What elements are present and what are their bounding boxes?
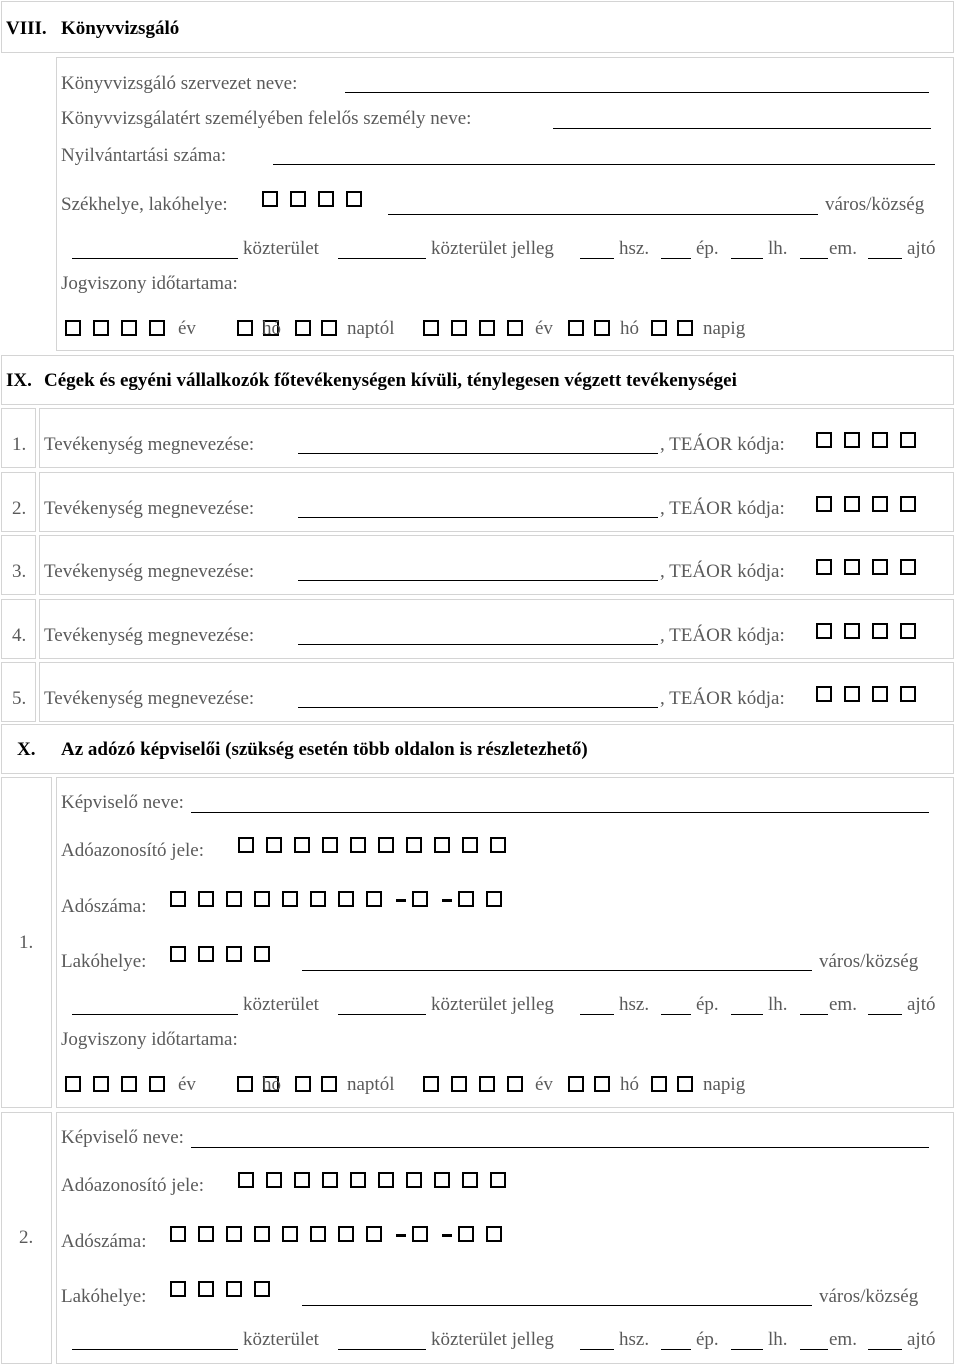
zip-digit-box[interactable] xyxy=(262,191,278,207)
rep-name-label: Képviselő neve: xyxy=(61,1127,184,1148)
teaor-label: , TEÁOR kódja: xyxy=(660,624,785,646)
floor-field[interactable] xyxy=(800,1349,828,1350)
tax-id-digit-box[interactable] xyxy=(322,1172,338,1188)
month-label: hó xyxy=(620,1074,639,1095)
tax-number-digit-box[interactable] xyxy=(226,1226,242,1242)
activity-name-field[interactable] xyxy=(298,707,658,708)
teaor-label: , TEÁOR kódja: xyxy=(660,561,785,582)
home-zip-digit-box[interactable] xyxy=(198,1281,214,1297)
teaor-digit-box[interactable] xyxy=(816,496,832,512)
activity-number: 3. xyxy=(12,561,27,582)
street-type-label: közterület jelleg xyxy=(431,238,554,259)
duration-label: Jogviszony időtartama: xyxy=(61,273,238,294)
tax-number-dash xyxy=(442,1234,452,1237)
tax-number-digit-box[interactable] xyxy=(170,891,186,907)
activity-name-label: Tevékenység megnevezése: xyxy=(44,624,255,646)
year-digit-box[interactable] xyxy=(451,320,467,336)
house-number-label: hsz. xyxy=(619,238,650,259)
responsible-person-field[interactable] xyxy=(553,128,931,129)
tax-id-digit-box[interactable] xyxy=(490,837,506,853)
home-city-label: város/község xyxy=(819,951,919,972)
building-field[interactable] xyxy=(661,1014,691,1015)
tax-id-digit-box[interactable] xyxy=(406,837,422,853)
home-city-field[interactable] xyxy=(302,970,812,971)
tax-number-digit-box[interactable] xyxy=(226,891,242,907)
tax-number-dash xyxy=(396,1234,406,1237)
floor-label: em. xyxy=(829,994,857,1015)
day-digit-box[interactable] xyxy=(677,320,693,336)
tax-number-digit-box[interactable] xyxy=(170,1226,186,1242)
tax-number-dash xyxy=(442,899,452,902)
floor-label: em. xyxy=(829,238,857,259)
month-digit-box[interactable] xyxy=(594,1076,610,1092)
day-digit-box[interactable] xyxy=(321,320,337,336)
tax-number-digit-box[interactable] xyxy=(310,1226,326,1242)
teaor-digit-box[interactable] xyxy=(844,623,860,639)
teaor-digit-box[interactable] xyxy=(872,496,888,512)
teaor-digit-box[interactable] xyxy=(900,559,916,575)
door-label: ajtó xyxy=(907,1329,936,1350)
building-field[interactable] xyxy=(661,1349,691,1350)
tax-id-digit-box[interactable] xyxy=(350,837,366,853)
tax-number-label: Adószáma: xyxy=(61,896,147,917)
year-digit-box[interactable] xyxy=(479,320,495,336)
zip-digit-box[interactable] xyxy=(290,191,306,207)
teaor-digit-box[interactable] xyxy=(816,686,832,702)
street-field[interactable] xyxy=(72,1349,238,1350)
house-number-label: hsz. xyxy=(619,994,650,1015)
tax-number-digit-box[interactable] xyxy=(254,891,270,907)
teaor-digit-box[interactable] xyxy=(872,559,888,575)
teaor-digit-box[interactable] xyxy=(816,559,832,575)
stair-label: lh. xyxy=(768,238,788,259)
seat-city-label: város/község xyxy=(825,194,925,215)
month-label: hó xyxy=(262,1074,281,1095)
year-label: év xyxy=(535,318,553,339)
from-day-label: naptól xyxy=(347,1074,395,1095)
teaor-digit-box[interactable] xyxy=(900,496,916,512)
day-digit-box[interactable] xyxy=(295,1076,311,1092)
tax-id-digit-box[interactable] xyxy=(294,837,310,853)
building-field[interactable] xyxy=(661,258,691,259)
teaor-digit-box[interactable] xyxy=(844,686,860,702)
registration-number-field[interactable] xyxy=(273,164,935,165)
teaor-digit-box[interactable] xyxy=(844,432,860,448)
street-label: közterület xyxy=(243,238,319,259)
tax-number-digit-box[interactable] xyxy=(198,1226,214,1242)
home-zip-digit-box[interactable] xyxy=(254,1281,270,1297)
tax-id-digit-box[interactable] xyxy=(294,1172,310,1188)
activity-name-field[interactable] xyxy=(298,453,658,454)
floor-label: em. xyxy=(829,1329,857,1350)
month-digit-box[interactable] xyxy=(568,320,584,336)
stair-label: lh. xyxy=(768,1329,788,1350)
rep-name-label: Képviselő neve: xyxy=(61,792,184,813)
tax-number-digit-box[interactable] xyxy=(338,891,354,907)
from-day-label: naptól xyxy=(347,318,395,339)
teaor-digit-box[interactable] xyxy=(900,623,916,639)
zip-digit-box[interactable] xyxy=(318,191,334,207)
rep-details-cell xyxy=(56,777,954,1108)
activity-name-field[interactable] xyxy=(298,644,658,645)
house-number-field[interactable] xyxy=(580,1014,614,1015)
section-x-number: X. xyxy=(17,739,36,760)
day-digit-box[interactable] xyxy=(651,320,667,336)
rep-number: 2. xyxy=(19,1227,34,1248)
home-zip-digit-box[interactable] xyxy=(226,1281,242,1297)
teaor-label: , TEÁOR kódja: xyxy=(660,688,785,709)
day-digit-box[interactable] xyxy=(295,320,311,336)
home-zip-digit-box[interactable] xyxy=(170,1281,186,1297)
year-digit-box[interactable] xyxy=(65,1076,81,1092)
house-number-field[interactable] xyxy=(580,1349,614,1350)
registration-number-label: Nyilvántartási száma: xyxy=(61,145,227,166)
year-digit-box[interactable] xyxy=(423,1076,439,1092)
street-type-label: közterület jelleg xyxy=(431,994,554,1015)
tax-number-digit-box[interactable] xyxy=(282,891,298,907)
street-field[interactable] xyxy=(72,258,238,259)
tax-id-digit-box[interactable] xyxy=(238,1172,254,1188)
auditor-org-label: Könyvvizsgáló szervezet neve: xyxy=(61,73,298,94)
year-label: év xyxy=(178,318,196,339)
activity-name-label: Tevékenység megnevezése: xyxy=(44,434,255,455)
tax-id-digit-box[interactable] xyxy=(462,837,478,853)
teaor-label: , TEÁOR kódja: xyxy=(660,434,785,455)
floor-field[interactable] xyxy=(800,258,828,259)
house-number-field[interactable] xyxy=(580,258,614,259)
street-type-field[interactable] xyxy=(338,258,426,259)
tax-number-digit-box[interactable] xyxy=(486,1226,502,1242)
activity-number: 1. xyxy=(12,434,27,455)
month-label: hó xyxy=(262,318,281,339)
street-type-label: közterület jelleg xyxy=(431,1329,554,1350)
teaor-digit-box[interactable] xyxy=(872,623,888,639)
tax-id-digit-box[interactable] xyxy=(266,837,282,853)
tax-id-digit-box[interactable] xyxy=(434,1172,450,1188)
tax-number-digit-box[interactable] xyxy=(366,891,382,907)
tax-number-digit-box[interactable] xyxy=(412,891,428,907)
home-zip-digit-box[interactable] xyxy=(254,946,270,962)
year-digit-box[interactable] xyxy=(93,1076,109,1092)
stair-field[interactable] xyxy=(731,1349,763,1350)
tax-number-dash xyxy=(396,899,406,902)
year-digit-box[interactable] xyxy=(451,1076,467,1092)
tax-number-digit-box[interactable] xyxy=(458,891,474,907)
home-city-field[interactable] xyxy=(302,1305,812,1306)
section-viii-title: Könyvvizsgáló xyxy=(61,18,180,39)
year-digit-box[interactable] xyxy=(93,320,109,336)
teaor-digit-box[interactable] xyxy=(872,686,888,702)
building-label: ép. xyxy=(696,994,719,1015)
door-label: ajtó xyxy=(907,238,936,259)
tax-id-label: Adóazonosító jele: xyxy=(61,840,204,861)
activity-name-label: Tevékenység megnevezése: xyxy=(44,688,255,709)
tax-id-digit-box[interactable] xyxy=(462,1172,478,1188)
year-digit-box[interactable] xyxy=(479,1076,495,1092)
activity-number: 5. xyxy=(12,688,27,709)
floor-field[interactable] xyxy=(800,1014,828,1015)
zip-digit-box[interactable] xyxy=(346,191,362,207)
section-viii-number: VIII. xyxy=(6,18,47,39)
house-number-label: hsz. xyxy=(619,1329,650,1350)
tax-id-digit-box[interactable] xyxy=(378,1172,394,1188)
tax-number-label: Adószáma: xyxy=(61,1231,147,1252)
year-digit-box[interactable] xyxy=(121,1076,137,1092)
month-digit-box[interactable] xyxy=(568,1076,584,1092)
tax-id-digit-box[interactable] xyxy=(378,837,394,853)
tax-id-digit-box[interactable] xyxy=(266,1172,282,1188)
teaor-digit-box[interactable] xyxy=(900,686,916,702)
activity-name-label: Tevékenység megnevezése: xyxy=(44,561,255,582)
seat-city-field[interactable] xyxy=(388,214,818,215)
home-zip-digit-box[interactable] xyxy=(198,946,214,962)
street-label: közterület xyxy=(243,994,319,1015)
tax-id-digit-box[interactable] xyxy=(350,1172,366,1188)
section-ix-number: IX. xyxy=(6,370,32,391)
year-digit-box[interactable] xyxy=(149,320,165,336)
tax-id-label: Adóazonosító jele: xyxy=(61,1175,204,1196)
tax-id-digit-box[interactable] xyxy=(322,837,338,853)
street-field[interactable] xyxy=(72,1014,238,1015)
month-digit-box[interactable] xyxy=(594,320,610,336)
auditor-org-field[interactable] xyxy=(345,92,929,93)
year-digit-box[interactable] xyxy=(423,320,439,336)
tax-number-digit-box[interactable] xyxy=(254,1226,270,1242)
year-digit-box[interactable] xyxy=(121,320,137,336)
rep-details-cell xyxy=(56,1112,954,1364)
responsible-person-label: Könyvvizsgálatért személyében felelős személy neve: xyxy=(61,108,472,129)
door-field[interactable] xyxy=(868,258,902,259)
home-city-label: város/község xyxy=(819,1286,919,1307)
rep-name-field[interactable] xyxy=(191,1147,929,1148)
month-label: hó xyxy=(620,318,639,339)
rep-number: 1. xyxy=(19,931,34,953)
teaor-label: , TEÁOR kódja: xyxy=(660,497,785,519)
rep-name-field[interactable] xyxy=(191,812,929,813)
year-digit-box[interactable] xyxy=(507,320,523,336)
month-digit-box[interactable] xyxy=(237,320,253,336)
tax-number-digit-box[interactable] xyxy=(338,1226,354,1242)
tax-number-digit-box[interactable] xyxy=(458,1226,474,1242)
day-digit-box[interactable] xyxy=(321,1076,337,1092)
day-digit-box[interactable] xyxy=(651,1076,667,1092)
seat-label: Székhelye, lakóhelye: xyxy=(61,194,228,215)
year-digit-box[interactable] xyxy=(507,1076,523,1092)
tax-number-digit-box[interactable] xyxy=(412,1226,428,1242)
section-x-title: Az adózó képviselői (szükség esetén több oldalon is részletezhető) xyxy=(61,739,588,760)
tax-id-digit-box[interactable] xyxy=(238,837,254,853)
to-day-label: napig xyxy=(703,1074,746,1095)
tax-number-digit-box[interactable] xyxy=(310,891,326,907)
building-label: ép. xyxy=(696,1329,719,1350)
year-digit-box[interactable] xyxy=(65,320,81,336)
teaor-digit-box[interactable] xyxy=(900,432,916,448)
stair-label: lh. xyxy=(768,994,788,1015)
door-field[interactable] xyxy=(868,1349,902,1350)
year-label: év xyxy=(178,1074,196,1095)
year-label: év xyxy=(535,1074,553,1095)
tax-id-digit-box[interactable] xyxy=(406,1172,422,1188)
year-digit-box[interactable] xyxy=(149,1076,165,1092)
month-digit-box[interactable] xyxy=(237,1076,253,1092)
activity-number: 2. xyxy=(12,497,27,519)
tax-id-digit-box[interactable] xyxy=(490,1172,506,1188)
building-label: ép. xyxy=(696,238,719,259)
stair-field[interactable] xyxy=(731,1014,763,1015)
tax-number-digit-box[interactable] xyxy=(486,891,502,907)
stair-field[interactable] xyxy=(731,258,763,259)
street-label: közterület xyxy=(243,1329,319,1350)
tax-number-digit-box[interactable] xyxy=(198,891,214,907)
activity-number: 4. xyxy=(12,624,27,646)
street-type-field[interactable] xyxy=(338,1349,426,1350)
rep-duration-label: Jogviszony időtartama: xyxy=(61,1029,238,1050)
teaor-digit-box[interactable] xyxy=(844,496,860,512)
tax-id-digit-box[interactable] xyxy=(434,837,450,853)
teaor-digit-box[interactable] xyxy=(872,432,888,448)
day-digit-box[interactable] xyxy=(677,1076,693,1092)
tax-number-digit-box[interactable] xyxy=(282,1226,298,1242)
door-field[interactable] xyxy=(868,1014,902,1015)
street-type-field[interactable] xyxy=(338,1014,426,1015)
activity-name-label: Tevékenység megnevezése: xyxy=(44,497,255,519)
home-label: Lakóhelye: xyxy=(61,951,147,972)
home-label: Lakóhelye: xyxy=(61,1286,147,1307)
home-zip-digit-box[interactable] xyxy=(226,946,242,962)
activity-name-field[interactable] xyxy=(298,580,658,581)
activity-name-field[interactable] xyxy=(298,517,658,518)
section-ix-title: Cégek és egyéni vállalkozók főtevékenységen kívüli, ténylegesen végzett tevékenységei xyxy=(44,370,737,391)
teaor-digit-box[interactable] xyxy=(816,432,832,448)
to-day-label: napig xyxy=(703,318,746,339)
tax-number-digit-box[interactable] xyxy=(366,1226,382,1242)
door-label: ajtó xyxy=(907,994,936,1015)
teaor-digit-box[interactable] xyxy=(844,559,860,575)
teaor-digit-box[interactable] xyxy=(816,623,832,639)
home-zip-digit-box[interactable] xyxy=(170,946,186,962)
